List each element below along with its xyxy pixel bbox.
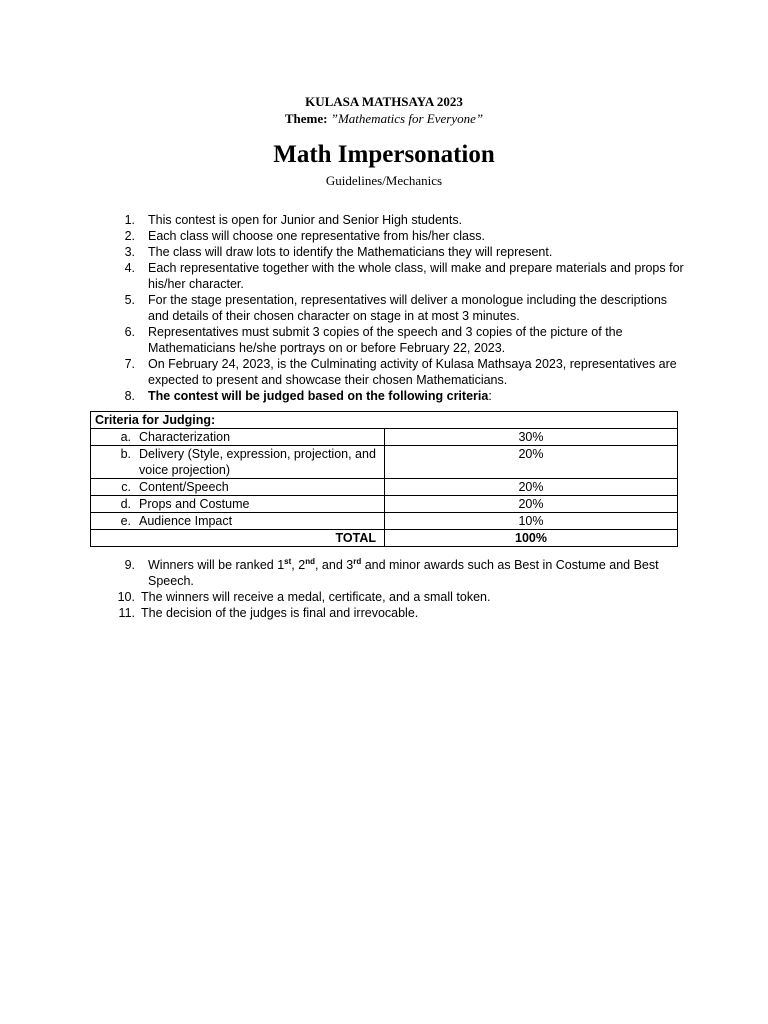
criteria-name: Delivery (Style, expression, projection, and voice projection) [139, 447, 376, 477]
table-header-row [91, 412, 678, 429]
criteria-letter: c. [121, 480, 131, 494]
list-number: 3. [124, 245, 135, 259]
criteria-weight: 10% [385, 513, 678, 530]
list-number: 11. [118, 606, 135, 620]
list-text: Each representative together with the whole class, will make and prepare materials and props for his/her character. [148, 261, 684, 291]
criteria-heading: Criteria for Judging: [91, 412, 678, 429]
table-row [91, 496, 678, 513]
award-text-part: Winners will be ranked 1 [148, 558, 285, 572]
criteria-intro-bold: The contest will be judged based on the following criteria [148, 389, 489, 403]
list-number: 4. [124, 261, 135, 275]
criteria-name: Props and Costume [139, 497, 250, 511]
table-total-row [91, 530, 678, 547]
award-text-part: , and 3 [314, 558, 354, 572]
list-item [110, 356, 690, 388]
list-text: On February 24, 2023, is the Culminating activity of Kulasa Mathsaya 2023, representatives are expected to present and showcase their chosen Mathematicians. [148, 357, 677, 387]
list-text: Representatives must submit 3 copies of the speech and 3 copies of the picture of the Mathematicians he/she portrays on or before February 22, 2023. [148, 325, 623, 355]
list-text: Each class will choose one representative from his/her class. [148, 229, 485, 243]
criteria-letter: b. [120, 447, 131, 461]
list-text: For the stage presentation, representatives will deliver a monologue including the descriptions and details of their chosen character on stage in at most 3 minutes. [148, 293, 668, 323]
event-title: KULASA MATHSAYA 2023 [305, 94, 463, 109]
total-value: 100% [385, 530, 678, 547]
list-number: 8. [124, 389, 135, 403]
list-item [110, 589, 690, 605]
list-number: 5. [124, 293, 135, 307]
list-text [135, 388, 690, 404]
list-text [135, 557, 690, 589]
criteria-letter: d. [120, 497, 131, 511]
theme-label: Theme: [284, 111, 328, 126]
ordinal-suffix: nd [305, 556, 315, 566]
list-item [110, 212, 690, 228]
ordinal-suffix: st [284, 556, 292, 566]
award-text-part: and minor awards such as Best in Costume and Best Speech. [148, 558, 659, 588]
list-item [110, 260, 690, 292]
criteria-name: Audience Impact [139, 514, 233, 528]
list-number: 6. [124, 325, 135, 339]
list-item [110, 324, 690, 356]
theme-line [0, 111, 768, 127]
table-row [91, 446, 678, 479]
list-item [110, 244, 690, 260]
list-item [110, 388, 690, 404]
list-number: 7. [124, 357, 135, 371]
list-number: 10. [117, 590, 135, 604]
list-text: The winners will receive a medal, certificate, and a small token. [141, 590, 491, 604]
criteria-weight: 20% [385, 496, 678, 513]
ordinal-suffix: rd [353, 556, 362, 566]
page-subtitle: Guidelines/Mechanics [325, 173, 443, 188]
criteria-letter: e. [120, 514, 131, 528]
award-text-part: , 2 [291, 558, 306, 572]
list-number: 1. [124, 213, 135, 227]
criteria-intro-colon: : [488, 389, 492, 403]
criteria-name: Content/Speech [139, 480, 229, 494]
criteria-weight: 20% [385, 479, 678, 496]
list-text: The decision of the judges is final and irrevocable. [141, 606, 419, 620]
table-row [91, 513, 678, 530]
table-row [91, 479, 678, 496]
list-item [110, 228, 690, 244]
awards-list [110, 557, 690, 621]
list-number: 9. [124, 558, 135, 572]
criteria-weight: 20% [385, 446, 678, 479]
list-text: The class will draw lots to identify the Mathematicians they will represent. [148, 245, 553, 259]
page-title: Math Impersonation [273, 141, 495, 168]
theme-value: ”Mathematics for Everyone” [330, 111, 484, 126]
table-row [91, 429, 678, 446]
list-item [110, 557, 690, 589]
list-item [110, 605, 690, 621]
criteria-weight: 30% [385, 429, 678, 446]
guidelines-list [110, 212, 690, 404]
total-label: TOTAL [91, 530, 385, 547]
criteria-letter: a. [120, 430, 131, 444]
list-number: 2. [124, 229, 135, 243]
list-text: This contest is open for Junior and Senior High students. [148, 213, 463, 227]
list-item [110, 292, 690, 324]
criteria-name: Characterization [139, 430, 231, 444]
criteria-table [90, 411, 678, 547]
